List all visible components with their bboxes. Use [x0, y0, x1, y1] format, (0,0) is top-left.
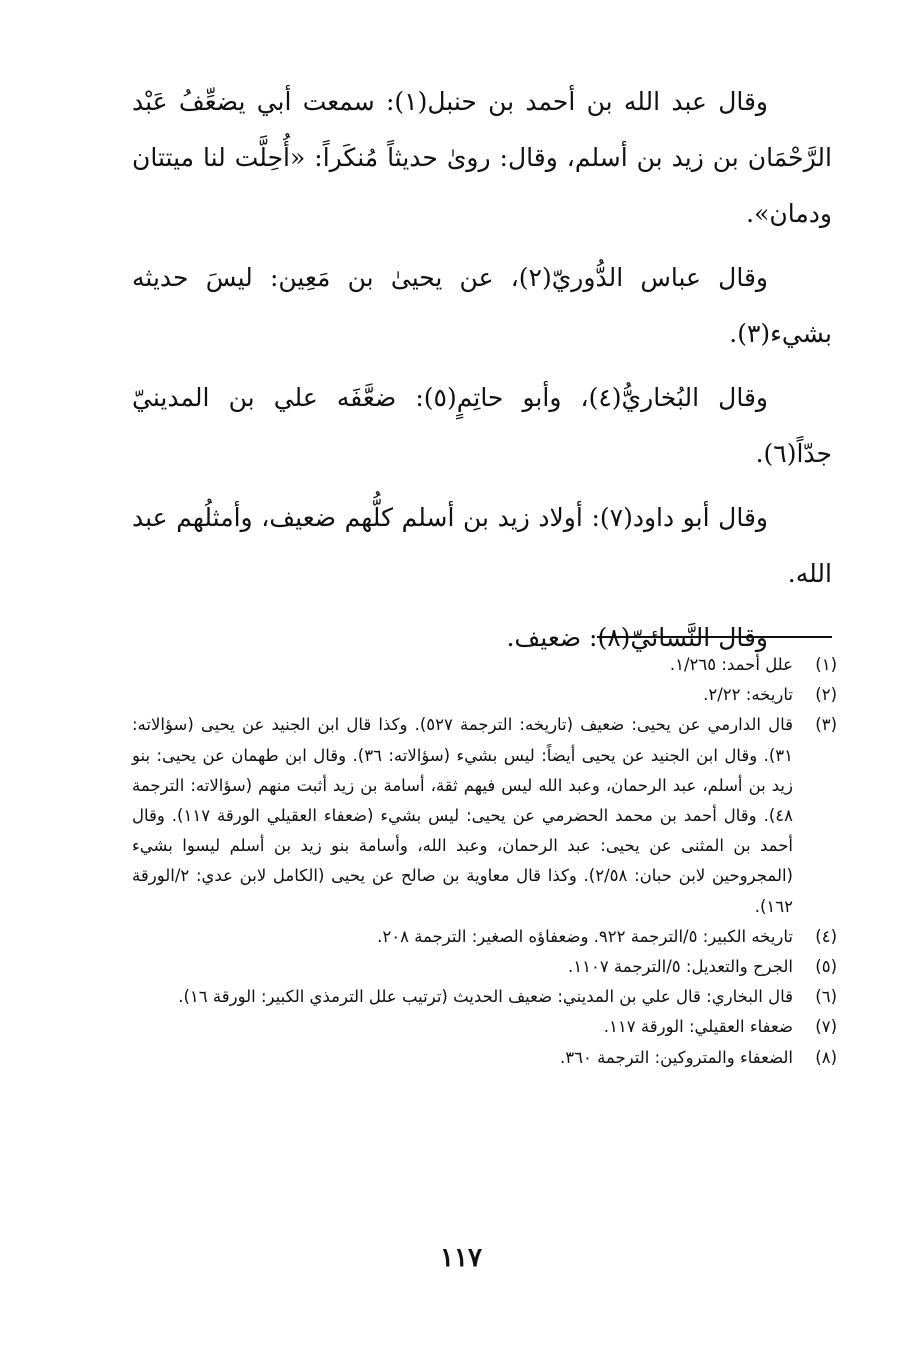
main-text — [132, 74, 832, 666]
footnote-number: (٣) — [815, 715, 837, 735]
footnote-text: تاريخه الكبير: ٥/الترجمة ٩٢٢. وضعفاؤه الصغير: الترجمة ٢٠٨. — [377, 926, 793, 946]
paragraph-bukhari-abu-hatim: وقال البُخاريُّ(٤)، وأبو حاتِمٍ(٥): ضعَّفَه علي بن المدينيّ جدّاً(٦). — [132, 383, 832, 468]
paragraph-abu-dawud: وقال أبو داود(٧): أولاد زيد بن أسلم كلُّهم ضعيف، وأمثلُهم عبد الله. — [132, 503, 832, 588]
paragraph-abdullah-ibn-ahmad: وقال عبد الله بن أحمد بن حنبل(١): سمعت أبي يضعِّفُ عَبْد الرَّحْمَان بن زيد بن أسلم، وقال: روىٰ حديثاً مُنكَراً: «أُحِلَّت لنا ميتتان ودمان». — [132, 87, 832, 228]
footnote-text: علل أحمد: ١/٢٦٥. — [669, 655, 793, 674]
footnote-number: (٨) — [815, 1047, 837, 1067]
paragraph-nasai: وقال النَّسائيّ(٨): ضعيف. — [506, 623, 768, 652]
footnote — [132, 952, 837, 982]
footnote — [132, 710, 837, 921]
footnote — [132, 650, 837, 680]
footnote-text: الضعفاء والمتروكين: الترجمة ٣٦٠. — [560, 1047, 793, 1067]
footnote-divider — [597, 636, 832, 638]
footnote-text: قال البخاري: قال علي بن المديني: ضعيف الحديث (ترتيب علل الترمذي الكبير: الورقة ١٦). — [178, 987, 793, 1007]
paragraph-abbas-aldouri: وقال عباس الدُّوريّ(٢)، عن يحيىٰ بن مَعِين: ليسَ حديثه بشيء(٣). — [132, 263, 832, 348]
page-number: ١١٧ — [440, 1243, 482, 1273]
footnote — [132, 1012, 837, 1042]
footnote — [132, 1043, 837, 1073]
footnote-number: (٥) — [815, 957, 837, 977]
footnote-number: (٧) — [815, 1017, 837, 1037]
footnote-number: (١) — [815, 655, 837, 674]
footnote-text: تاريخه: ٢/٢٢. — [703, 685, 793, 705]
footnote-text: ضعفاء العقيلي: الورقة ١١٧. — [603, 1017, 793, 1037]
footnote-number: (٤) — [815, 926, 837, 946]
footnote — [132, 982, 837, 1012]
footnote — [132, 922, 837, 952]
footnote-text: قال الدارمي عن يحيى: ضعيف (تاريخه: الترجمة ٥٢٧). وكذا قال ابن الجنيد عن يحيى (سؤالاته: ٣١). وقال ابن الجنيد عن يحيى أيضاً: ليس بشيء (سؤالاته: ٣٦). وقال ابن طهمان عن يحيى: بنو زيد بن أسلم، عبد الرحمان، وعبد الله ليس فيهم ثقة، أسامة بن زيد أثبت منهم (سؤالاته: الترجمة ٤٨). وقال أحمد بن محمد الحضرمي عن يحيى: ليس بشيء (ضعفاء العقيلي الورقة ١١٧). وقال أحمد بن المثنى عن يحيى: عبد الرحمان، وعبد الله، وأسامة بنو زيد بن أسلم ليسوا بشيء (المجروحين لابن حبان: ٢/٥٨). وكذا قال معاوية بن صالح عن يحيى (الكامل لابن عدي: ٢/الورقة ١٦٢). — [132, 715, 794, 916]
footnotes — [132, 650, 837, 1073]
footnote-text: الجرح والتعديل: ٥/الترجمة ١١٠٧. — [567, 957, 793, 977]
footnote-number: (٦) — [815, 987, 837, 1007]
footnote-number: (٢) — [815, 685, 837, 705]
footnote — [132, 680, 837, 710]
